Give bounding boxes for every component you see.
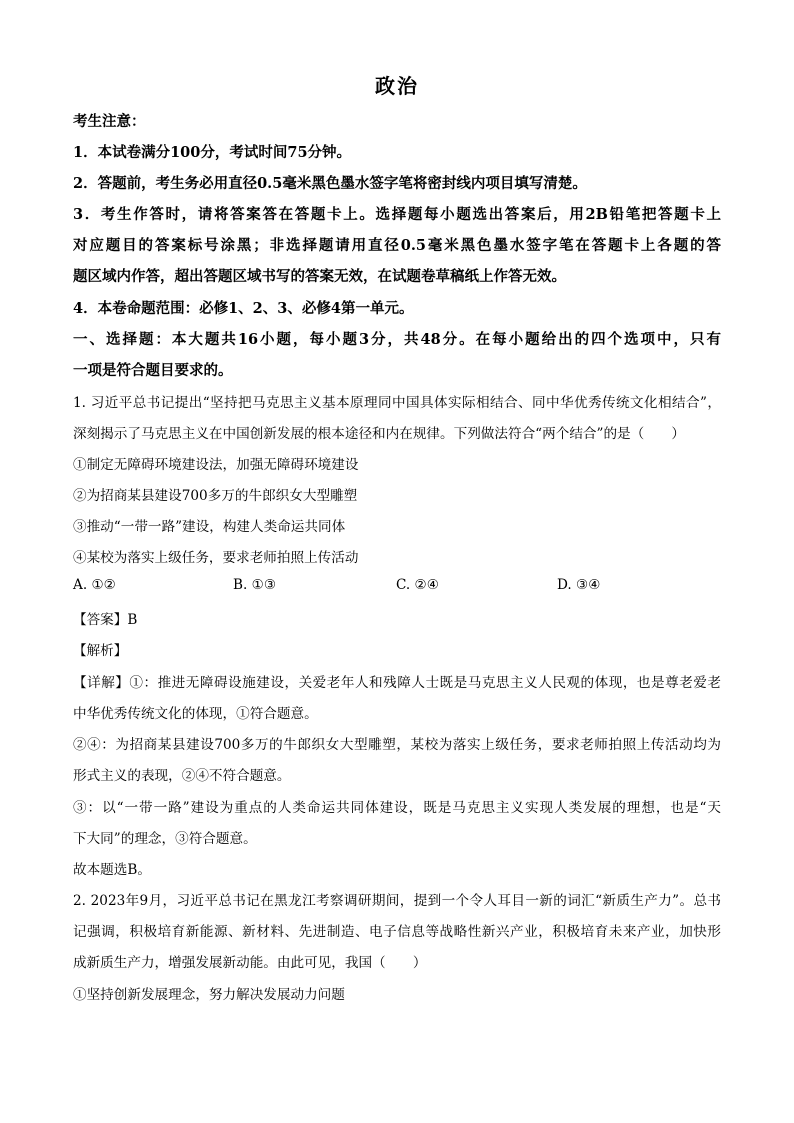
q1-statement-1: ①制定无障碍环境建设法，加强无障碍环境建设 <box>73 457 359 473</box>
q1-option-b: B. ①③ <box>233 577 277 593</box>
notice-item-4: 4．本卷命题范围：必修1、2、3、必修4第一单元。 <box>73 300 414 317</box>
notice-heading: 考生注意： <box>73 113 146 130</box>
q1-option-c: C. ②④ <box>396 577 439 593</box>
q2-statement-1: ①坚持创新发展理念，努力解决发展动力问题 <box>73 987 345 1003</box>
q1-option-a: A. ①② <box>73 577 116 593</box>
q2-stem-line1: 2. 2023年9月，习近平总书记在黑龙江考察调研期间，提到一个令人耳目一新的词汇“新质生产力”。总书 <box>73 893 721 909</box>
q1-statement-2: ②为招商某县建设700多万的牛郎织女大型雕塑 <box>73 488 358 504</box>
q1-statement-3: ③推动“一带一路”建设，构建人类命运共同体 <box>73 519 346 535</box>
q1-detail-line1: 【详解】①：推进无障碍设施建设，关爱老年人和残障人士既是马克思主义人民观的体现，也是尊老爱老 <box>73 675 721 691</box>
q2-stem-line3: 成新质生产力，增强发展新动能。由此可见，我国（ ） <box>73 955 427 971</box>
q2-stem-line2: 记强调，积极培育新能源、新材料、先进制造、电子信息等战略性新兴产业，积极培育未来产业，加快形 <box>73 924 721 940</box>
q1-detail-line4: 形式主义的表现，②④不符合题意。 <box>73 768 291 784</box>
q1-option-d: D. ③④ <box>557 577 601 593</box>
q1-answer: 【答案】B <box>73 612 138 628</box>
notice-item-3-line3: 题区域内作答，超出答题区域书写的答案无效，在试题卷草稿纸上作答无效。 <box>73 268 566 285</box>
q1-statement-4: ④某校为落实上级任务，要求老师拍照上传活动 <box>73 550 359 566</box>
q1-detail-line6: 下大同”的理念，③符合题意。 <box>73 831 257 847</box>
notice-item-1: 1．本试卷满分100分，考试时间75分钟。 <box>73 144 352 161</box>
q1-detail-line2: 中华优秀传统文化的体现，①符合题意。 <box>73 706 318 722</box>
notice-item-3-line2: 对应题目的答案标号涂黑；非选择题请用直径0.5毫米黑色墨水签字笔在答题卡上各题的答 <box>73 237 721 254</box>
page-title: 政治 <box>375 74 419 98</box>
notice-item-2: 2．答题前，考生务必用直径0.5毫米黑色墨水签字笔将密封线内项目填写清楚。 <box>73 175 587 192</box>
notice-item-3-line1: 3．考生作答时，请将答案答在答题卡上。选择题每小题选出答案后，用2B铅笔把答题卡上 <box>73 206 721 223</box>
section-heading-line2: 一项是符合题目要求的。 <box>73 362 233 379</box>
section-heading-line1: 一、选择题：本大题共16小题，每小题3分，共48分。在每小题给出的四个选项中，只有 <box>73 331 721 348</box>
q1-analysis-label: 【解析】 <box>73 643 128 659</box>
q1-stem-line2: 深刻揭示了马克思主义在中国创新发展的根本途径和内在规律。下列做法符合“两个结合”的是（ ） <box>73 426 686 442</box>
q1-detail-line3: ②④：为招商某县建设700多万的牛郎织女大型雕塑，某校为落实上级任务，要求老师拍照上传活动均为 <box>73 737 721 753</box>
q1-conclusion: 故本题选B。 <box>73 862 151 878</box>
q1-detail-line5: ③：以“一带一路”建设为重点的人类命运共同体建设，既是马克思主义实现人类发展的理想，也是“天 <box>73 800 721 816</box>
q1-stem-line1: 1. 习近平总书记提出“坚持把马克思主义基本原理同中国具体实际相结合、同中华优秀传统文化相结合”， <box>73 395 721 411</box>
